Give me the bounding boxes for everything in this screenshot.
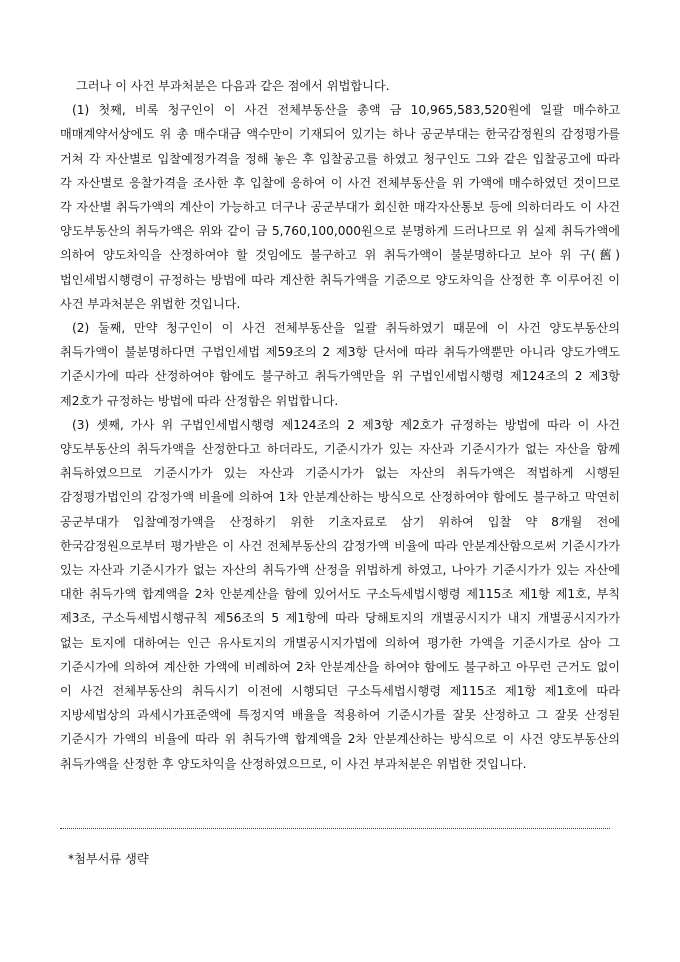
dotted-divider — [60, 828, 610, 829]
document-body — [60, 74, 620, 776]
item-3-paragraph: (3) 셋째, 가사 위 구법인세법시행령 제124조의 2 제3항 제2호가 규정하는 방법에 따라 이 사건 양도부동산의 취득가액을 산정한다고 하더라도, 기준시가가 있는 자산과 기준시가가 없는 자산을 함께 취득하였으므로 기준시가가 있는 자산과 기준시가가 없는 자산의 취득가액은 적법하게 시행된 감정평가법인의 감정가액 비율에 의하여 1차 안분계산하는 방식으로 산정하여야 함에도 불구하고 막연히 공군부대가 입찰예정가액을 산정하기 위한 기초자료로 삼기 위하여 입찰 약 8개월 전에 한국감정원으로부터 평가받은 이 사건 전체부동산의 감정가액 비율에 따라 안분계산함으로써 기준시가가 있는 자산과 기준시가가 없는 자산의 취득가액 산정을 위법하게 하였고, 나아가 기준시가가 있는 자산에 대한 취득가액 합계액을 2차 안분계산을 함에 있어서도 구소득세법시행령 제115조 제1항 제1호, 부칙 제3조, 구소득세법시행규칙 제56조의 5 제1항에 따라 당해토지의 개별공시지가 내지 개별공시지가가 없는 토지에 대하여는 인근 유사토지의 개별공시지가법에 의하여 평가한 가액을 기준시가로 삼아 그 기준시가에 의하여 계산한 가액에 비례하여 2차 안분계산을 하여야 함에도 불구하고 아무런 근거도 없이 이 사건 전체부동산의 취득시기 이전에 시행되던 구소득세법시행령 제115조 제1항 제1호에 따라 지방세법상의 과세시가표준액에 특정지역 배율을 적용하여 기준시가를 잘못 산정하고 그 잘못 산정된 기준시가 가액의 비율에 따라 위 취득가액 합계액을 2차 안분계산하는 방식으로 이 사건 양도부동산의 취득가액을 산정한 후 양도차익을 산정하였으므로, 이 사건 부과처분은 위법한 것입니다. — [60, 417, 620, 771]
item-1-paragraph: (1) 첫째, 비록 청구인이 이 사건 전체부동산을 총액 금 10,965,583,520원에 일괄 매수하고 매매계약서상에도 위 총 매수대금 액수만이 기재되어 있기는 하나 공군부대는 한국감정원의 감정평가를 거쳐 각 자산별로 입찰예정가격을 정해 놓은 후 입찰공고를 하였고 청구인도 그와 같은 입찰공고에 따라 각 자산별로 응찰가격을 조사한 후 입찰에 응하여 이 사건 전체부동산을 위 가액에 매수하였던 것이므로 각 자산별 취득가액의 계산이 가능하고 더구나 공군부대가 회신한 매각자산통보 등에 의하더라도 이 사건 양도부동산의 취득가액은 위와 같이 금 5,760,100,000원으로 분명하게 드러나므로 위 실제 취득가액에 의하여 양도차익을 산정하여야 할 것임에도 불구하고 위 취득가액이 불분명하다고 보아 위 구(舊)법인세법시행령이 규정하는 방법에 따라 계산한 취득가액을 기준으로 양도차익을 산정한 후 이루어진 이 사건 부과처분은 위법한 것입니다. — [60, 103, 620, 311]
item-2-paragraph: (2) 둘째, 만약 청구인이 이 사건 전체부동산을 일괄 취득하였기 때문에 이 사건 양도부동산의 취득가액이 불분명하다면 구법인세법 제59조의 2 제3항 단서에 따라 취득가액뿐만 아니라 양도가액도 기준시가에 따라 산정하여야 함에도 불구하고 취득가액만을 위 구법인세법시행령 제124조의 2 제3항 제2호가 규정하는 방법에 따라 산정함은 위법합니다. — [60, 321, 620, 408]
attachment-note: *첨부서류 생략 — [68, 852, 149, 866]
intro-paragraph: 그러나 이 사건 부과처분은 다음과 같은 점에서 위법합니다. — [76, 79, 390, 93]
